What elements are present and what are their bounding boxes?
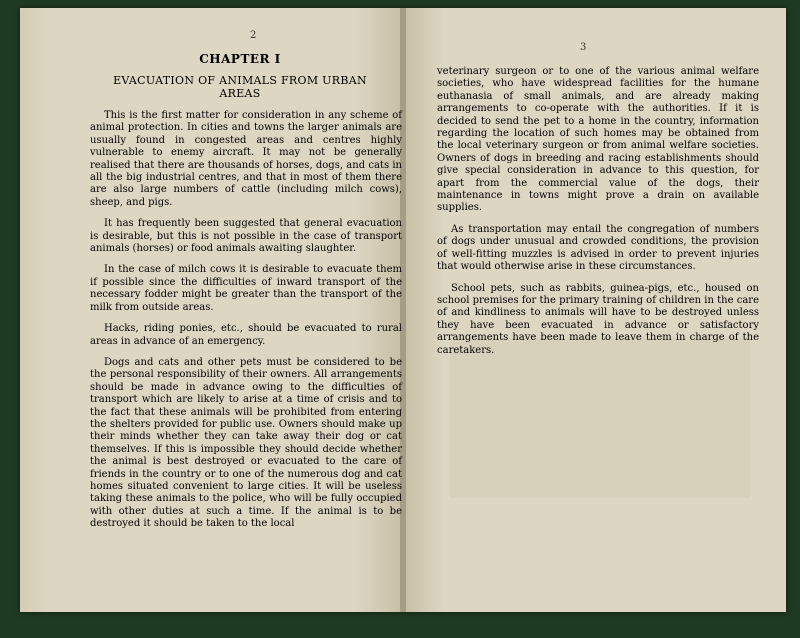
paragraph: It has frequently been suggested that general evacuation is desirable, but this is not possible in the case of transport animals (horses) or food animals awaiting slaughter. bbox=[90, 218, 402, 255]
chapter-heading: CHAPTER I bbox=[199, 52, 281, 66]
right-page-number: 3 bbox=[580, 42, 587, 53]
paragraph: As transportation may entail the congregation of numbers of dogs under unusual and crowded conditions, the provision of well-fitting muzzles is advised in order to prevent injuries that would otherwise arise in these circumstances. bbox=[437, 223, 759, 273]
paragraph: This is the first matter for consideration in any scheme of animal protection. In cities and towns the larger animals are usually found in congested areas and centres highly vulnerable to enemy aircraft. It may not be generally realised that there are thousands of horses, dogs, and cats in all the big industrial centres, and that in most of them there are also large numbers of cattle (including milch cows), sheep, and pigs. bbox=[90, 110, 402, 208]
paragraph: School pets, such as rabbits, guinea-pigs, etc., housed on school premises for the primary training of children in the care of and kindliness to animals will have to be destroyed unless they have been evacuated in advance or satisfactory arrangements have been made to leave them in charge of the caretakers. bbox=[437, 282, 759, 356]
right-text-column bbox=[437, 66, 759, 366]
left-page-number: 2 bbox=[250, 30, 257, 41]
chapter-title: EVACUATION OF ANIMALS FROM URBAN AREAS bbox=[113, 74, 367, 100]
paragraph: veterinary surgeon or to one of the various animal welfare societies, who have widespread facilities for the humane euthanasia of small animals, and are already making arrangements to co-operate with the authorities. If it is decided to send the pet to a home in the country, information regarding the location of such homes may be obtained from the local veterinary surgeon or from animal welfare societies. Owners of dogs in breeding and racing establishments should give special consideration in advance to this question, for apart from the commercial value of the dogs, their maintenance in towns might prove a drain on available supplies. bbox=[437, 66, 759, 214]
left-text-column bbox=[90, 110, 402, 540]
paragraph: Dogs and cats and other pets must be considered to be the personal responsibility of their owners. All arrangements should be made in advance owing to the difficulties of transport which are likely to arise at a time of crisis and to the fact that these animals will be prohibited from entering the shelters provided for public use. Owners should make up their minds whether they can take away their dog or cat themselves. If this is impossible they should decide whether the animal is best destroyed or evacuated to the care of friends in the country or to one of the numerous dog and cat homes situated convenient to large cities. It will be useless taking these animals to the police, who will be fully occupied with other duties at such a time. If the animal is to be destroyed it should be taken to the local bbox=[90, 356, 402, 530]
paragraph: Hacks, riding ponies, etc., should be evacuated to rural areas in advance of an emergency. bbox=[90, 323, 402, 347]
open-booklet bbox=[20, 8, 786, 612]
paragraph: In the case of milch cows it is desirable to evacuate them if possible since the difficulties of inward transport of the necessary fodder might be greater than the transport of the milk from outside areas. bbox=[90, 264, 402, 313]
